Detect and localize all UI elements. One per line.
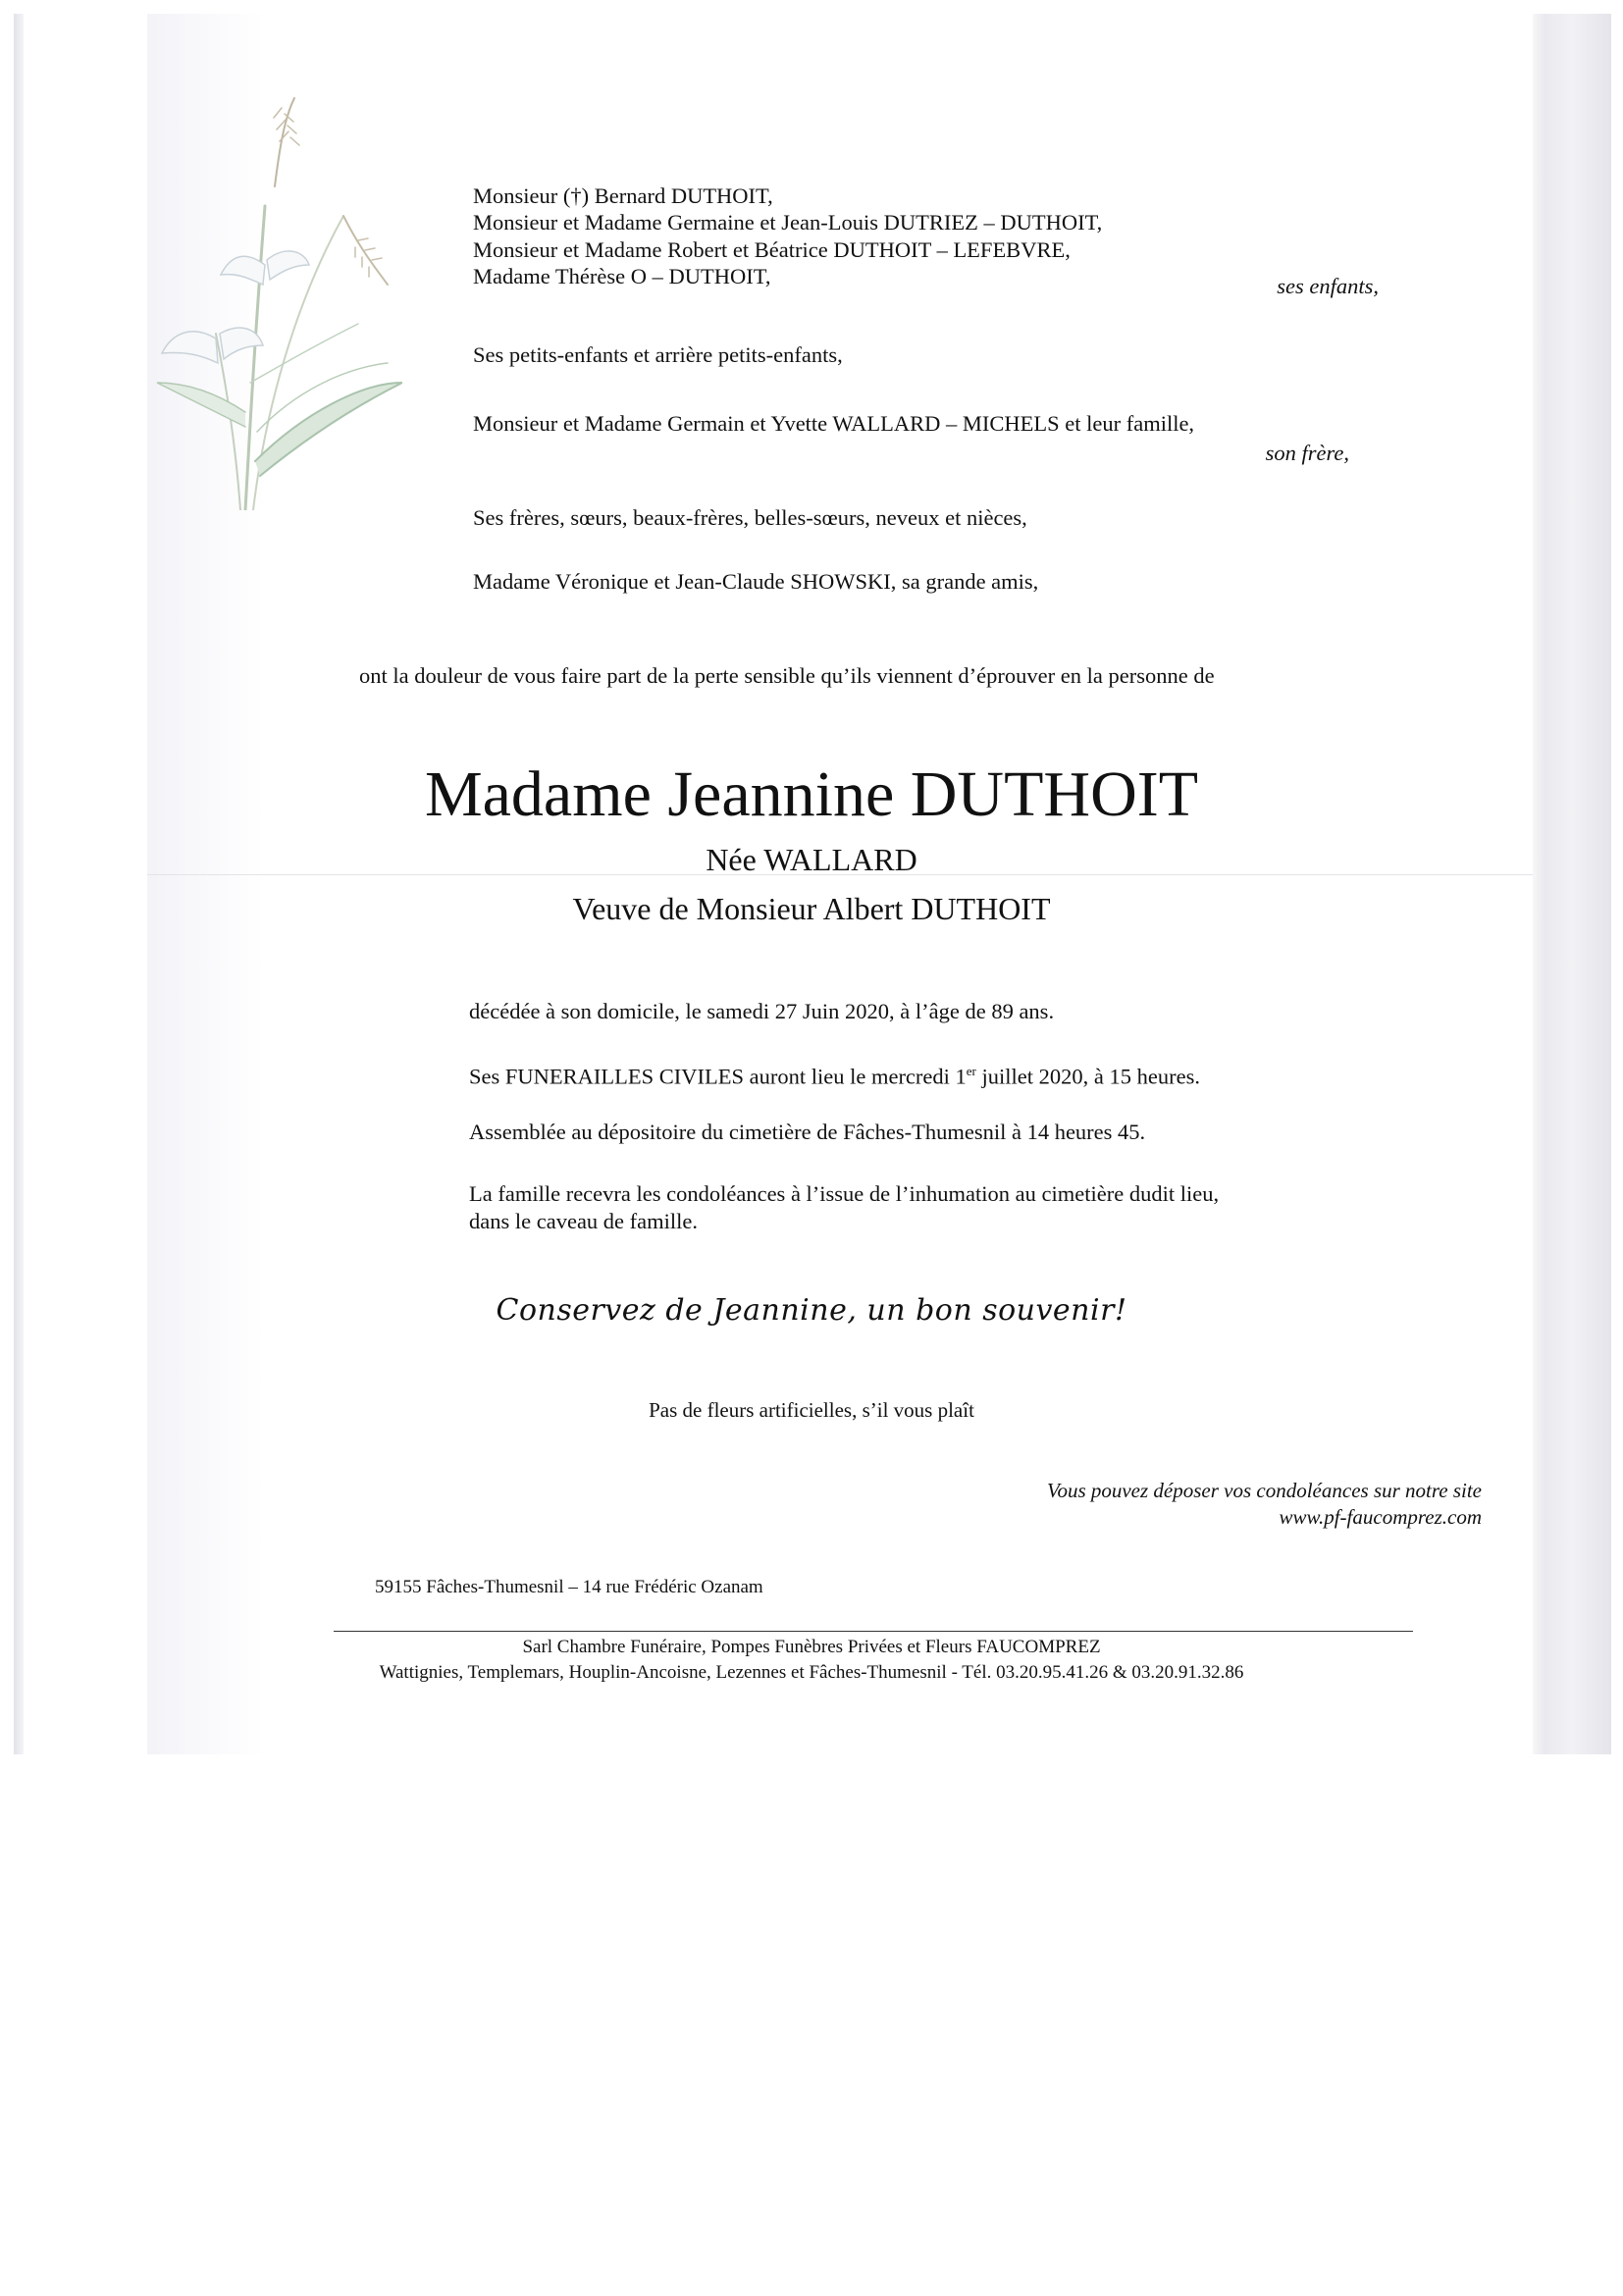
announcement-line: ont la douleur de vous faire part de la perte sensible qu’ils viennent d’éprouver en la personne de [359, 663, 1215, 688]
footer-divider [334, 1631, 1413, 1632]
assembly-details: Assemblée au dépositoire du cimetière de Fâches-Thumesnil à 14 heures 45. [469, 1120, 1146, 1144]
brother-line: Monsieur et Madame Germain et Yvette WALLARD – MICHELS et leur famille, [473, 411, 1195, 436]
footer-locations: Wattignies, Templemars, Houplin-Ancoisne, Lezennes et Fâches-Thumesnil - Tél. 03.20.95.41.26 & 03.20.91.32.86 [379, 1662, 1244, 1683]
family-child-1: Monsieur (†) Bernard DUTHOIT, [473, 183, 773, 208]
deceased-widow-line: Veuve de Monsieur Albert DUTHOIT [572, 891, 1051, 926]
footer-company: Sarl Chambre Funéraire, Pompes Funèbres Privées et Fleurs FAUCOMPREZ [522, 1637, 1101, 1657]
family-child-2: Monsieur et Madame Germaine et Jean-Louis DUTRIEZ – DUTHOIT, [473, 210, 1103, 235]
death-details: décédée à son domicile, le samedi 27 Juin 2020, à l’âge de 89 ans. [469, 999, 1055, 1023]
siblings-line: Ses frères, sœurs, beaux-frères, belles-sœurs, neveux et nièces, [473, 505, 1027, 530]
grandchildren-line: Ses petits-enfants et arrière petits-enfants, [473, 342, 843, 367]
funeral-details: Ses FUNERAILLES CIVILES auront lieu le mercredi 1er juillet 2020, à 15 heures. [469, 1064, 1200, 1089]
brother-role: son frère, [1265, 441, 1349, 465]
children-role: ses enfants, [1277, 274, 1379, 298]
friends-line: Madame Véronique et Jean-Claude SHOWSKI, sa grande amis, [473, 569, 1039, 594]
address-line: 59155 Fâches-Thumesnil – 14 rue Frédéric Ozanam [375, 1577, 763, 1597]
condolences-line-2: dans le caveau de famille. [469, 1209, 699, 1233]
lily-wheat-illustration [147, 88, 402, 510]
deceased-name: Madame Jeannine DUTHOIT [424, 758, 1199, 830]
website-url: www.pf-faucomprez.com [1279, 1505, 1482, 1529]
flowers-note: Pas de fleurs artificielles, s’il vous plaît [649, 1398, 974, 1422]
deceased-maiden-name: Née WALLARD [706, 842, 917, 877]
family-child-3: Monsieur et Madame Robert et Béatrice DUTHOIT – LEFEBVRE, [473, 237, 1071, 262]
motto: Conservez de Jeannine, un bon souvenir! [496, 1293, 1127, 1328]
condolences-line-1: La famille recevra les condoléances à l’issue de l’inhumation au cimetière dudit lieu, [469, 1181, 1220, 1206]
scan-edge-left [14, 14, 24, 1754]
scan-edge-right [1533, 14, 1611, 1754]
online-condolences-text: Vous pouvez déposer vos condoléances sur notre site [1046, 1479, 1482, 1502]
family-child-4: Madame Thérèse O – DUTHOIT, [473, 264, 771, 288]
